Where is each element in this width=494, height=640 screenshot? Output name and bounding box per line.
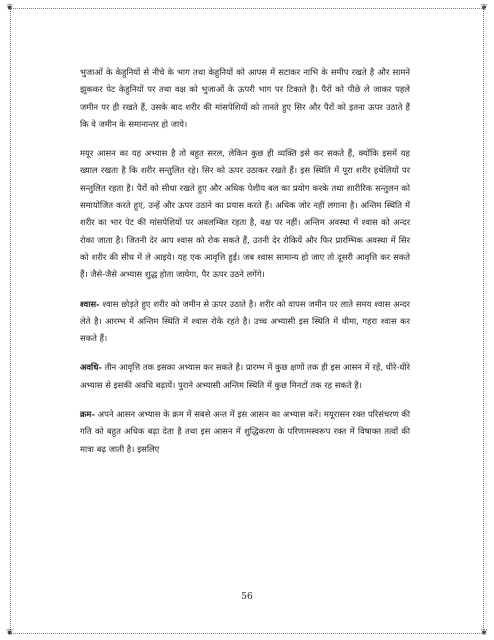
- corner-ornament-icon: ❦: [480, 3, 488, 13]
- corner-ornament-icon: ❦: [480, 628, 488, 638]
- paragraph-lead: क्रम-: [80, 409, 95, 420]
- corner-ornament-icon: ❦: [6, 3, 14, 13]
- paragraph-sequence: [80, 406, 410, 458]
- paragraph-lead: अवधि-: [80, 362, 102, 373]
- corner-ornament-icon: ❦: [6, 628, 14, 638]
- paragraph-text: भुजाओं के केहुनियों से नीचे के भाग तथा केहुनियों को आपस में सटाकर नाभि के समीप रखते है और सामने झुककर पेट केहुनियों पर तथा वक्ष को भुजाओं के ऊपरी भाग पर टिकाते हैं। पैरों को पीछे ले जाकर पहले जमीन पर ही रखते हैं, उसके बाद शरीर की मांसपेशियों को तानते हुए सिर और पैरों को इतना ऊपर उठाते हैं कि वे जमीन के समानान्तर हो जाये।: [80, 67, 410, 129]
- paragraph-duration: [80, 359, 410, 394]
- paragraph-lead: श्वास-: [80, 298, 100, 309]
- page-body: [80, 64, 410, 470]
- page-number: 56: [241, 592, 253, 602]
- paragraph-breathing: [80, 296, 410, 348]
- paragraph-text: तीन आवृत्ति तक इसका अभ्यास कर सकते है। प्रारम्भ में कुछ क्षणों तक ही इस आसन में रहें, धीरे-धीरे अभ्यास से इसकी अवधि बढ़ायें। पुराने अभ्यासी अन्तिम स्थिति में कुछ मिनटों तक रह सकते है।: [80, 362, 410, 390]
- paragraph: [80, 64, 410, 133]
- paragraph-text: श्वास छोड़ते हुए शरीर को जमीन से ऊपर उठाते है। शरीर को वापस जमीन पर लाते समय श्वास अन्दर लेते है। आरम्भ में अन्तिम स्थिति में श्वास रोके रहते है। उच्च अभ्यासी इस स्थिति में धीमा, गहरा श्वास कर सकते हैं।: [80, 298, 410, 344]
- paragraph: [80, 145, 410, 283]
- paragraph-text: अपने आसन अभ्यास के क्रम में सबसे अन्त में इस आसन का अभ्यास करें। मयूरासन रक्त परिसंचरण की गति को बहुत अधिक बढ़ा देता है तथा इस आसन में शुद्धिकरण के परिणामस्वरूप रक्त में विषाक्त तत्वों की मात्रा बढ़ जाती है। इसलिए: [80, 409, 410, 454]
- paragraph-text: मयूर आसन का यह अभ्यास है तो बहुत सरल, लेकिन कुछ ही व्यक्ति इसे कर सकते हैं, क्योंकि इसमें यह ख्याल रखता है कि शरीर सन्तुलित रहे। सिर को ऊपर उठाकर रखते हैं। इस स्थिति में पूरा शरीर हथेलियों पर सन्तुलित रहता है। पैरों को सीधा रखते हुए और अधिक पेशीय बल का प्रयोग करके तथा शारीरिक सन्तुलन को समायोजित करते हुए, उन्हें और ऊपर उठाने का प्रयास करते हैं। अधिक जोर नहीं लगाना है। अन्तिम स्थिति में शरीर का भार पेट की मांसपेशियों पर अवलम्बित रहता है, वक्ष पर नहीं। अन्तिम अवस्था में श्वास को अन्दर रोका जाता है। जितनी देर आप श्वास को रोक सकते हैं, उतनी देर रोकियें और फिर प्रारम्भिक अवस्था में सिर को शरीर की सीध में ले आइये। यह एक आवृत्ति हुई। जब श्वास सामान्य हो जाए तो दूसरी आवृत्ति कर सकते हैं। जैसे-जैसे अभ्यास शुद्ध होता जायेगा, पैर ऊपर उठने लगेंगे।: [80, 148, 410, 280]
